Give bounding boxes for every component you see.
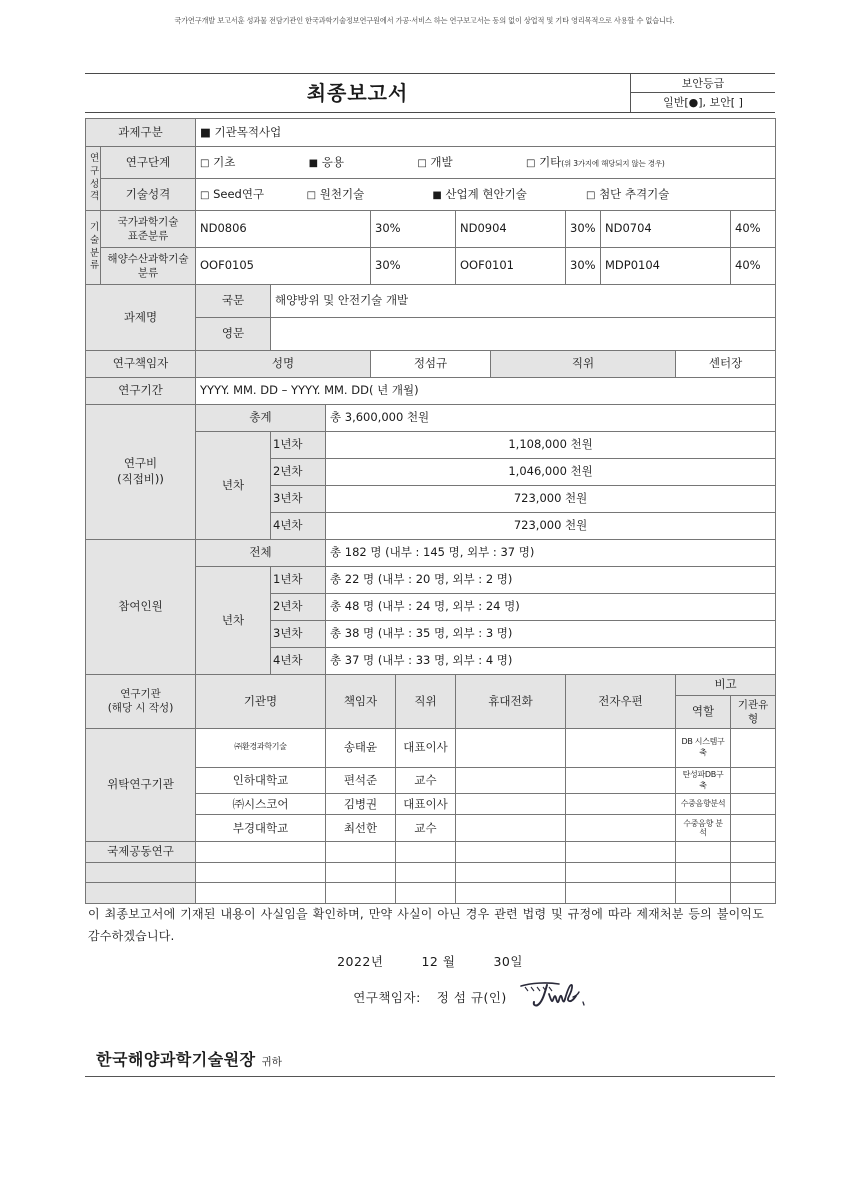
participants-year-2-label: 2년차 xyxy=(271,594,326,621)
handwritten-signature-icon xyxy=(501,980,591,1010)
institution-phone[interactable] xyxy=(456,767,566,794)
stage-option-other-label: 기타 xyxy=(539,154,562,169)
table-row xyxy=(86,842,776,863)
row-budget-total xyxy=(86,405,776,432)
signature-day: 30일 xyxy=(493,954,523,969)
signature-year: 2022년 xyxy=(337,954,384,969)
institution-role[interactable]: 탄성파DB구축 xyxy=(676,767,731,794)
row-project-name-korean xyxy=(86,285,776,318)
institution-role[interactable] xyxy=(676,842,731,863)
institution-email[interactable] xyxy=(566,883,676,904)
marine-classification-label-line2: 분류 xyxy=(137,267,159,279)
institution-leader[interactable] xyxy=(326,842,396,863)
leader-name-label: 성명 xyxy=(196,351,371,378)
institution-type[interactable] xyxy=(731,883,776,904)
consigned-institution-label: 위탁연구기관 xyxy=(86,728,196,842)
participants-year-3-value[interactable]: 총 38 명 (내부 : 35 명, 외부 : 3 명) xyxy=(326,621,776,648)
signature-line xyxy=(85,988,775,1006)
participants-total-value[interactable]: 총 182 명 (내부 : 145 명, 외부 : 37 명) xyxy=(326,540,776,567)
institution-position[interactable]: 교수 xyxy=(396,815,456,842)
budget-year-4-amount[interactable]: 723,000 천원 xyxy=(326,513,776,540)
table-row xyxy=(86,728,776,767)
project-name-english-value[interactable] xyxy=(271,318,776,351)
stage-option-development[interactable] xyxy=(417,155,522,171)
budget-label xyxy=(86,405,196,540)
institution-role[interactable]: DB 시스템구축 xyxy=(676,728,731,767)
institution-header-label-line2: (해당 시 작성) xyxy=(107,702,174,715)
tech-option-industry-label: 산업계 현안기술 xyxy=(445,186,527,201)
participants-year-1-value[interactable]: 총 22 명 (내부 : 20 명, 외부 : 2 명) xyxy=(326,567,776,594)
tech-nature-options xyxy=(196,179,776,211)
international-research-label: 국제공동연구 xyxy=(86,842,196,863)
stage-option-applied[interactable] xyxy=(309,155,414,171)
institution-name[interactable]: ㈜시스코어 xyxy=(196,794,326,815)
participants-year-label: 년차 xyxy=(196,567,271,675)
row-project-type xyxy=(86,119,776,147)
checkbox-checked-icon[interactable]: ■ xyxy=(432,189,442,201)
stage-option-basic-label: 기초 xyxy=(213,154,236,169)
budget-year-label: 년차 xyxy=(196,432,271,540)
budget-total-value[interactable]: 총 3,600,000 천원 xyxy=(326,405,776,432)
research-period-value[interactable]: YYYY. MM. DD – YYYY. MM. DD( 년 개월) xyxy=(196,378,776,405)
checkbox-unchecked-icon[interactable]: □ xyxy=(525,157,536,169)
institution-col-position: 직위 xyxy=(396,675,456,729)
budget-year-3-label: 3년차 xyxy=(271,486,326,513)
leader-position-value[interactable]: 센터장 xyxy=(676,351,776,378)
budget-year-2-label: 2년차 xyxy=(271,459,326,486)
tech-option-industry[interactable] xyxy=(432,187,582,203)
institution-col-leader: 책임자 xyxy=(326,675,396,729)
institution-name[interactable] xyxy=(196,842,326,863)
addressee-suffix: 귀하 xyxy=(261,1056,282,1068)
institution-email[interactable] xyxy=(566,862,676,883)
project-name-english-label: 영문 xyxy=(196,318,271,351)
institution-email[interactable] xyxy=(566,815,676,842)
project-name-label: 과제명 xyxy=(86,285,196,351)
participants-year-4-value[interactable]: 총 37 명 (내부 : 33 명, 외부 : 4 명) xyxy=(326,648,776,675)
stage-option-other[interactable] xyxy=(526,155,665,171)
institution-leader[interactable]: 편석준 xyxy=(326,767,396,794)
institution-header-label xyxy=(86,675,196,729)
institution-name[interactable] xyxy=(196,883,326,904)
tech-option-advanced[interactable] xyxy=(586,187,669,203)
research-stage-label: 연구단계 xyxy=(101,147,196,179)
project-type-value[interactable]: ■ 기관목적사업 xyxy=(196,119,776,147)
budget-label-line1: 연구비 xyxy=(123,456,158,471)
research-stage-options xyxy=(196,147,776,179)
marine-classification-label-line1: 해양수산과학기술 xyxy=(107,252,189,265)
institution-phone[interactable] xyxy=(456,883,566,904)
budget-year-1-label: 1년차 xyxy=(271,432,326,459)
institution-leader[interactable] xyxy=(326,862,396,883)
marine-code-1[interactable]: OOF0105 xyxy=(196,248,371,285)
participants-year-2-value[interactable]: 총 48 명 (내부 : 24 명, 외부 : 24 명) xyxy=(326,594,776,621)
institution-type[interactable] xyxy=(731,842,776,863)
institution-name[interactable] xyxy=(196,862,326,883)
table-row xyxy=(86,883,776,904)
project-name-korean-value[interactable]: 해양방위 및 안전기술 개발 xyxy=(271,285,776,318)
row-tech-nature xyxy=(86,179,776,211)
institution-phone[interactable] xyxy=(456,794,566,815)
row-marine-classification xyxy=(86,248,776,285)
checkbox-checked-icon[interactable]: ■ xyxy=(308,157,319,169)
institution-col-email: 전자우편 xyxy=(566,675,676,729)
marine-code-2[interactable]: OOF0101 xyxy=(456,248,566,285)
table-row xyxy=(86,862,776,883)
national-code-3[interactable]: ND0704 xyxy=(601,211,731,248)
budget-year-4-label: 4년차 xyxy=(271,513,326,540)
security-grade-box xyxy=(630,74,775,112)
confirmation-statement: 이 최종보고서에 기재된 내용이 사실임을 확인하며, 만약 사실이 아닌 경우 관련 법령 및 규정에 따라 제재처분 등의 불이익도 감수하겠습니다. xyxy=(88,907,764,944)
institution-header-label-line1: 연구기관 xyxy=(120,688,161,701)
institution-leader[interactable]: 송태윤 xyxy=(326,728,396,767)
institution-leader[interactable]: 최선한 xyxy=(326,815,396,842)
project-name-korean-label: 국문 xyxy=(196,285,271,318)
signature-month: 12 월 xyxy=(421,954,456,969)
participants-total-label: 전체 xyxy=(196,540,326,567)
signature-role-label: 연구책임자: xyxy=(353,990,421,1005)
checkbox-unchecked-icon[interactable]: □ xyxy=(306,189,317,201)
marine-pct-1[interactable]: 30% xyxy=(371,248,456,285)
institution-col-name: 기관명 xyxy=(196,675,326,729)
national-code-2[interactable]: ND0904 xyxy=(456,211,566,248)
participants-label: 참여인원 xyxy=(86,540,196,675)
institution-email[interactable] xyxy=(566,794,676,815)
institution-leader[interactable]: 김병권 xyxy=(326,794,396,815)
institution-email[interactable] xyxy=(566,728,676,767)
leader-position-label: 직위 xyxy=(491,351,676,378)
project-type-label: 과제구분 xyxy=(86,119,196,147)
stage-option-applied-label: 응용 xyxy=(321,154,344,169)
checkbox-unchecked-icon[interactable]: □ xyxy=(585,189,596,201)
side-label-tech-classification: 기술분류 xyxy=(86,211,101,285)
institution-type[interactable] xyxy=(731,794,776,815)
stage-option-other-note: (위 3가지에 해당되지 않는 경우) xyxy=(561,158,665,168)
row-national-classification xyxy=(86,211,776,248)
institution-col-role: 역할 xyxy=(676,695,731,728)
institution-type[interactable] xyxy=(731,728,776,767)
international-blank-label xyxy=(86,862,196,883)
budget-year-3-amount[interactable]: 723,000 천원 xyxy=(326,486,776,513)
institution-col-type: 기관유형 xyxy=(731,695,776,728)
security-grade-value[interactable]: 일반[●], 보안[ ] xyxy=(663,96,743,109)
institution-email[interactable] xyxy=(566,842,676,863)
row-participants-total xyxy=(86,540,776,567)
institution-type[interactable] xyxy=(731,815,776,842)
institution-name[interactable]: 인하대학교 xyxy=(196,767,326,794)
tech-option-source[interactable] xyxy=(307,187,429,203)
national-classification-label xyxy=(101,211,196,248)
checkbox-unchecked-icon[interactable]: □ xyxy=(200,157,210,169)
signature-date xyxy=(85,952,775,970)
institution-phone[interactable] xyxy=(456,862,566,883)
institution-position[interactable] xyxy=(396,842,456,863)
participants-year-1-label: 1년차 xyxy=(271,567,326,594)
signature-name: 정 섬 규 xyxy=(436,990,484,1005)
title-band xyxy=(85,73,775,113)
budget-label-line2: (직접비)) xyxy=(117,472,164,486)
national-classification-label-line1: 국가과학기술 xyxy=(117,215,179,228)
participants-year-3-label: 3년차 xyxy=(271,621,326,648)
participants-year-4-label: 4년차 xyxy=(271,648,326,675)
institution-name[interactable]: ㈜환경과학기술 xyxy=(196,728,326,767)
addressee-text: 한국해양과학기술원장 xyxy=(96,1050,256,1069)
tech-nature-label: 기술성격 xyxy=(101,179,196,211)
institution-position[interactable]: 대표이사 xyxy=(396,794,456,815)
institution-type[interactable] xyxy=(731,767,776,794)
institution-name[interactable]: 부경대학교 xyxy=(196,815,326,842)
research-period-label: 연구기간 xyxy=(86,378,196,405)
row-research-period xyxy=(86,378,776,405)
research-leader-label: 연구책임자 xyxy=(86,351,196,378)
institution-phone[interactable] xyxy=(456,815,566,842)
institution-position[interactable]: 대표이사 xyxy=(396,728,456,767)
tech-option-source-label: 원천기술 xyxy=(319,186,365,201)
stage-option-development-label: 개발 xyxy=(430,154,453,169)
marine-pct-2[interactable]: 30% xyxy=(566,248,601,285)
budget-year-2-amount[interactable]: 1,046,000 천원 xyxy=(326,459,776,486)
stage-option-basic[interactable] xyxy=(200,155,305,171)
international-blank-label xyxy=(86,883,196,904)
leader-name-value[interactable]: 정섬규 xyxy=(371,351,491,378)
institution-position[interactable]: 교수 xyxy=(396,767,456,794)
checkbox-unchecked-icon[interactable]: □ xyxy=(200,189,210,201)
marine-classification-label xyxy=(101,248,196,285)
institution-leader[interactable] xyxy=(326,883,396,904)
national-pct-2[interactable]: 30% xyxy=(566,211,601,248)
tech-option-seed[interactable] xyxy=(200,187,303,203)
national-classification-label-line2: 표준분류 xyxy=(127,230,169,242)
budget-year-1-amount[interactable]: 1,108,000 천원 xyxy=(326,432,776,459)
tech-option-advanced-label: 첨단 추격기술 xyxy=(599,186,670,201)
row-research-stage xyxy=(86,147,776,179)
institution-type[interactable] xyxy=(731,862,776,883)
institution-position[interactable] xyxy=(396,862,456,883)
institution-role[interactable] xyxy=(676,883,731,904)
institution-email[interactable] xyxy=(566,767,676,794)
side-label-research-nature: 연구성격 xyxy=(86,147,101,211)
marine-pct-3[interactable]: 40% xyxy=(731,248,776,285)
institution-phone[interactable] xyxy=(456,842,566,863)
budget-total-label: 총계 xyxy=(196,405,326,432)
marine-code-3[interactable]: MDP0104 xyxy=(601,248,731,285)
addressee-line xyxy=(85,1047,775,1077)
row-research-leader xyxy=(86,351,776,378)
institution-col-remark: 비고 xyxy=(676,675,776,696)
national-pct-3[interactable]: 40% xyxy=(731,211,776,248)
row-institution-header xyxy=(86,675,776,696)
copyright-notice: 국가연구개발 보고서훈 성과물 전담기관인 한국과학기술정보연구원에서 가공·서비스 하는 연구보고서는 동의 없이 상업적 및 기타 영리목적으로 사용할 수 없습니다. xyxy=(174,16,675,25)
institution-col-phone: 휴대전화 xyxy=(456,675,566,729)
checkbox-unchecked-icon[interactable]: □ xyxy=(417,157,427,169)
national-pct-1[interactable]: 30% xyxy=(371,211,456,248)
institution-phone[interactable] xyxy=(456,728,566,767)
institution-role[interactable]: 수중음향분석 xyxy=(676,794,731,815)
institution-position[interactable] xyxy=(396,883,456,904)
national-code-1[interactable]: ND0806 xyxy=(196,211,371,248)
security-grade-label: 보안등급 xyxy=(631,74,775,93)
institution-role[interactable] xyxy=(676,862,731,883)
institution-role[interactable]: 수중음향 분석 xyxy=(676,815,731,842)
signature-seal: (인) xyxy=(483,990,507,1005)
report-main-table xyxy=(85,118,776,904)
page-title: 최종보고서 xyxy=(306,81,409,105)
tech-option-seed-label: Seed연구 xyxy=(213,186,265,201)
